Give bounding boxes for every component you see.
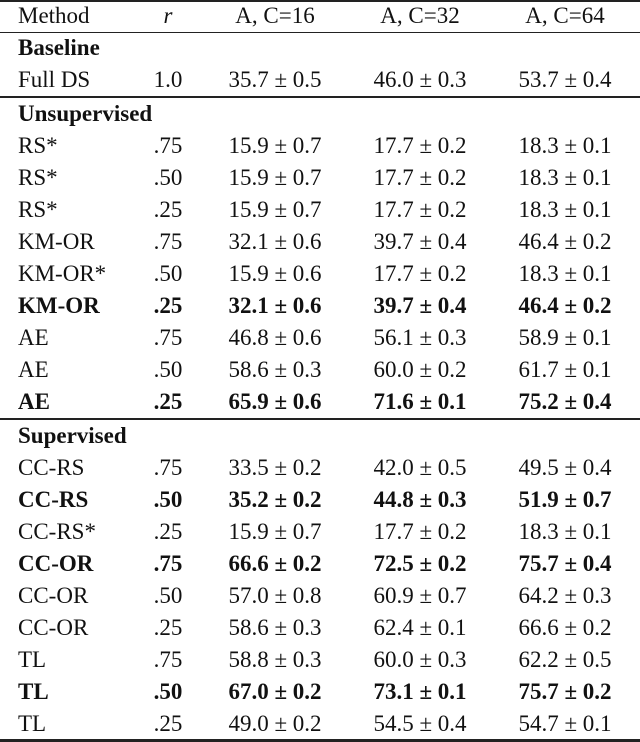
c32-cell: 60.0 ± 0.2 [373, 357, 467, 382]
table-row [0, 484, 640, 516]
section-title: Baseline [18, 35, 100, 60]
r-cell: .50 [153, 357, 183, 382]
table-row [0, 64, 640, 96]
c64-cell: 66.6 ± 0.2 [518, 615, 612, 640]
header-c64: A, C=64 [525, 3, 605, 28]
c64-cell: 53.7 ± 0.4 [518, 67, 612, 92]
c16-cell: 57.0 ± 0.8 [228, 583, 322, 608]
c16-cell: 15.9 ± 0.7 [228, 519, 322, 544]
r-cell: .50 [153, 261, 183, 286]
method-cell: CC-OR [18, 583, 89, 608]
c32-cell: 56.1 ± 0.3 [373, 325, 467, 350]
r-cell: .50 [153, 165, 183, 190]
c64-cell: 18.3 ± 0.1 [518, 519, 612, 544]
c64-cell: 18.3 ± 0.1 [518, 133, 612, 158]
table-row [0, 226, 640, 258]
c16-cell: 35.2 ± 0.2 [228, 487, 322, 512]
method-cell: CC-OR [18, 551, 94, 576]
c16-cell: 58.6 ± 0.3 [228, 357, 322, 382]
c64-cell: 75.7 ± 0.2 [518, 679, 612, 704]
section-header-row [0, 32, 640, 64]
c64-cell: 64.2 ± 0.3 [518, 583, 612, 608]
table-row [0, 162, 640, 194]
method-cell: CC-RS* [18, 519, 96, 544]
section-title: Unsupervised [18, 101, 153, 126]
r-cell: .75 [153, 551, 183, 576]
table-row [0, 322, 640, 354]
c32-cell: 73.1 ± 0.1 [373, 679, 467, 704]
method-cell: AE [18, 389, 50, 414]
table-row [0, 258, 640, 290]
header-method: Method [18, 3, 90, 28]
method-cell: CC-RS [18, 487, 89, 512]
c32-cell: 62.4 ± 0.1 [373, 615, 467, 640]
c64-cell: 51.9 ± 0.7 [518, 487, 612, 512]
c32-cell: 17.7 ± 0.2 [373, 197, 467, 222]
table-row [0, 676, 640, 708]
method-cell: KM-OR [18, 293, 100, 318]
r-cell: .75 [153, 133, 183, 158]
c32-cell: 17.7 ± 0.2 [373, 261, 467, 286]
c32-cell: 60.9 ± 0.7 [373, 583, 467, 608]
method-cell: KM-OR* [18, 261, 107, 286]
c16-cell: 66.6 ± 0.2 [228, 551, 322, 576]
method-cell: Full DS [18, 67, 91, 92]
c16-cell: 15.9 ± 0.7 [228, 133, 322, 158]
c32-cell: 42.0 ± 0.5 [373, 455, 467, 480]
c32-cell: 17.7 ± 0.2 [373, 519, 467, 544]
r-cell: .25 [153, 293, 183, 318]
r-cell: .25 [153, 389, 183, 414]
table-row [0, 290, 640, 322]
c16-cell: 35.7 ± 0.5 [228, 67, 322, 92]
c16-cell: 32.1 ± 0.6 [228, 293, 322, 318]
c64-cell: 75.7 ± 0.4 [518, 551, 612, 576]
c32-cell: 39.7 ± 0.4 [373, 229, 467, 254]
c16-cell: 15.9 ± 0.6 [228, 261, 322, 286]
c32-cell: 60.0 ± 0.3 [373, 647, 467, 672]
r-cell: .25 [153, 519, 183, 544]
c32-cell: 71.6 ± 0.1 [373, 389, 467, 414]
header-row [0, 0, 640, 32]
r-cell: .50 [153, 679, 183, 704]
table-row [0, 354, 640, 386]
r-cell: .25 [153, 711, 183, 736]
c16-cell: 33.5 ± 0.2 [228, 455, 322, 480]
method-cell: CC-RS [18, 455, 85, 480]
c16-cell: 49.0 ± 0.2 [228, 711, 322, 736]
method-cell: KM-OR [18, 229, 95, 254]
c16-cell: 67.0 ± 0.2 [228, 679, 322, 704]
method-cell: TL [18, 679, 49, 704]
section-title: Supervised [18, 423, 127, 448]
c32-cell: 39.7 ± 0.4 [373, 293, 467, 318]
c64-cell: 18.3 ± 0.1 [518, 165, 612, 190]
table-row [0, 386, 640, 418]
method-cell: RS* [18, 197, 58, 222]
method-cell: RS* [18, 133, 58, 158]
c64-cell: 46.4 ± 0.2 [518, 229, 612, 254]
header-c16: A, C=16 [235, 3, 315, 28]
c32-cell: 46.0 ± 0.3 [373, 67, 467, 92]
c16-cell: 32.1 ± 0.6 [228, 229, 322, 254]
c16-cell: 15.9 ± 0.7 [228, 197, 322, 222]
c32-cell: 17.7 ± 0.2 [373, 165, 467, 190]
section-header-row [0, 98, 640, 130]
header-c32: A, C=32 [380, 3, 460, 28]
method-cell: AE [18, 325, 49, 350]
method-cell: TL [18, 647, 47, 672]
table-row [0, 580, 640, 612]
r-cell: .25 [153, 197, 183, 222]
c16-cell: 58.6 ± 0.3 [228, 615, 322, 640]
c64-cell: 49.5 ± 0.4 [518, 455, 612, 480]
r-cell: .25 [153, 615, 183, 640]
c32-cell: 44.8 ± 0.3 [373, 487, 467, 512]
table-row [0, 130, 640, 162]
c64-cell: 58.9 ± 0.1 [518, 325, 612, 350]
table-row [0, 194, 640, 226]
r-cell: .75 [153, 455, 183, 480]
c64-cell: 54.7 ± 0.1 [518, 711, 612, 736]
header-r-text: r [163, 3, 173, 28]
c16-cell: 65.9 ± 0.6 [228, 389, 322, 414]
c16-cell: 58.8 ± 0.3 [228, 647, 322, 672]
c64-cell: 18.3 ± 0.1 [518, 197, 612, 222]
r-cell: .75 [153, 325, 183, 350]
table-row [0, 644, 640, 676]
r-cell: .75 [153, 229, 183, 254]
r-cell: 1.0 [153, 67, 183, 92]
method-cell: RS* [18, 165, 58, 190]
section-header-row [0, 420, 640, 452]
c64-cell: 61.7 ± 0.1 [518, 357, 612, 382]
method-cell: CC-OR [18, 615, 89, 640]
c64-cell: 18.3 ± 0.1 [518, 261, 612, 286]
c32-cell: 17.7 ± 0.2 [373, 133, 467, 158]
c32-cell: 72.5 ± 0.2 [373, 551, 467, 576]
c64-cell: 75.2 ± 0.4 [518, 389, 612, 414]
c16-cell: 46.8 ± 0.6 [228, 325, 322, 350]
table-row [0, 708, 640, 740]
method-cell: AE [18, 357, 49, 382]
table-row [0, 452, 640, 484]
c64-cell: 46.4 ± 0.2 [518, 293, 612, 318]
c64-cell: 62.2 ± 0.5 [518, 647, 612, 672]
r-cell: .75 [153, 647, 183, 672]
c32-cell: 54.5 ± 0.4 [373, 711, 467, 736]
r-cell: .50 [153, 487, 183, 512]
r-cell: .50 [153, 583, 183, 608]
method-cell: TL [18, 711, 47, 736]
table-row [0, 548, 640, 580]
c16-cell: 15.9 ± 0.7 [228, 165, 322, 190]
table-row [0, 516, 640, 548]
table-row [0, 612, 640, 644]
